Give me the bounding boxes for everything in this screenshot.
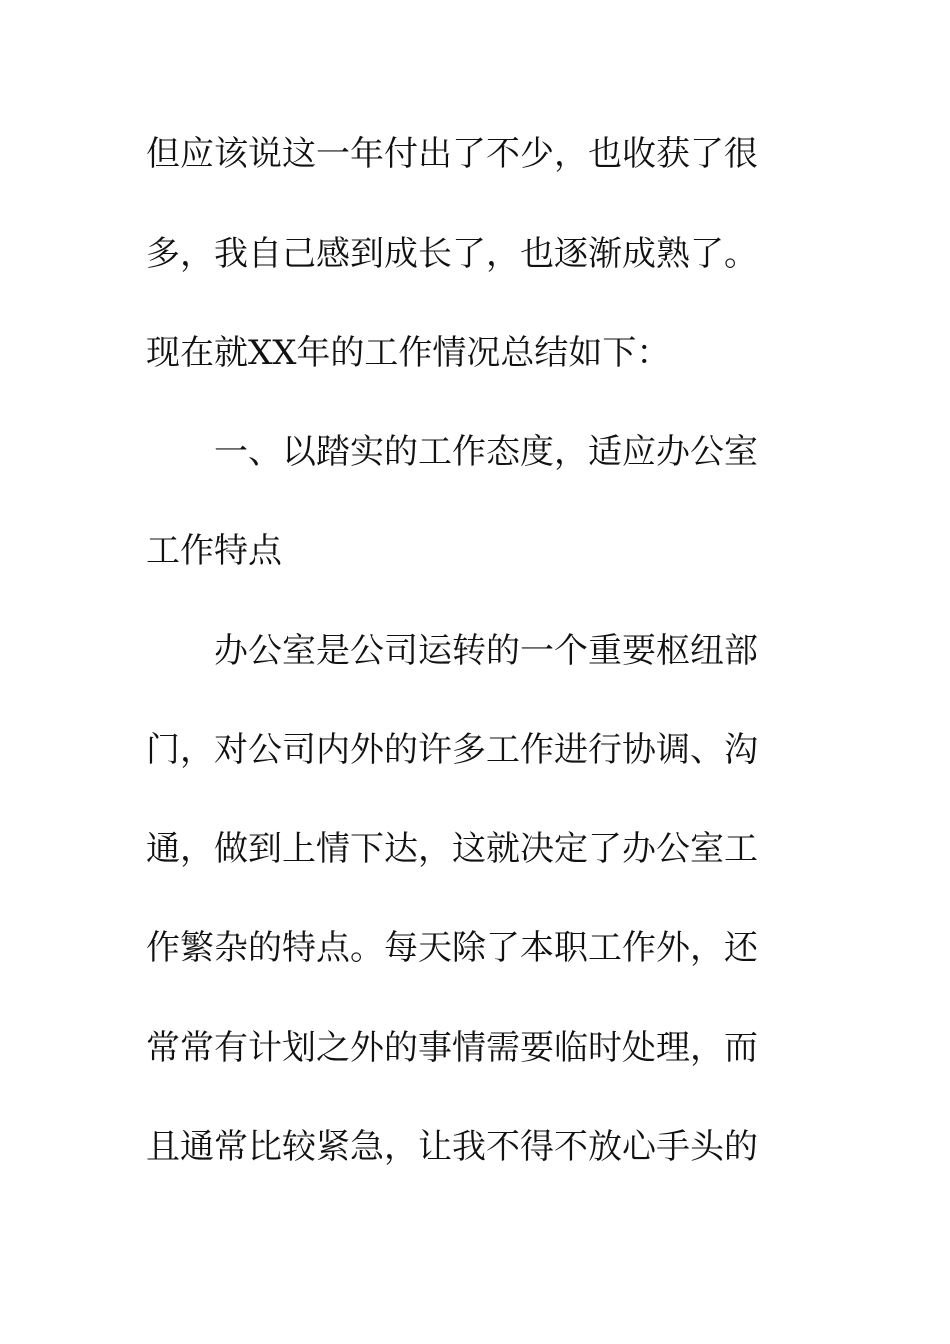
- text-line: 作繁杂的特点。每天除了本职工作外，还: [146, 928, 758, 968]
- text-line: 通，做到上情下达，这就决定了办公室工: [146, 829, 758, 869]
- text-line: 现在就XX年的工作情况总结如下：: [146, 333, 671, 373]
- paragraph-first-line: 办公室是公司运转的一个重要枢纽部: [214, 631, 758, 671]
- section-heading: 一、以踏实的工作态度，适应办公室: [214, 432, 758, 472]
- text-line: 多，我自己感到成长了，也逐渐成熟了。: [146, 234, 758, 274]
- section-heading-continued: 工作特点: [146, 531, 282, 571]
- text-line: 但应该说这一年付出了不少，也收获了很: [146, 134, 758, 174]
- text-line: 且通常比较紧急，让我不得不放心手头的: [146, 1127, 758, 1167]
- text-line: 门，对公司内外的许多工作进行协调、沟: [146, 730, 758, 770]
- text-line: 常常有计划之外的事情需要临时处理，而: [146, 1028, 758, 1068]
